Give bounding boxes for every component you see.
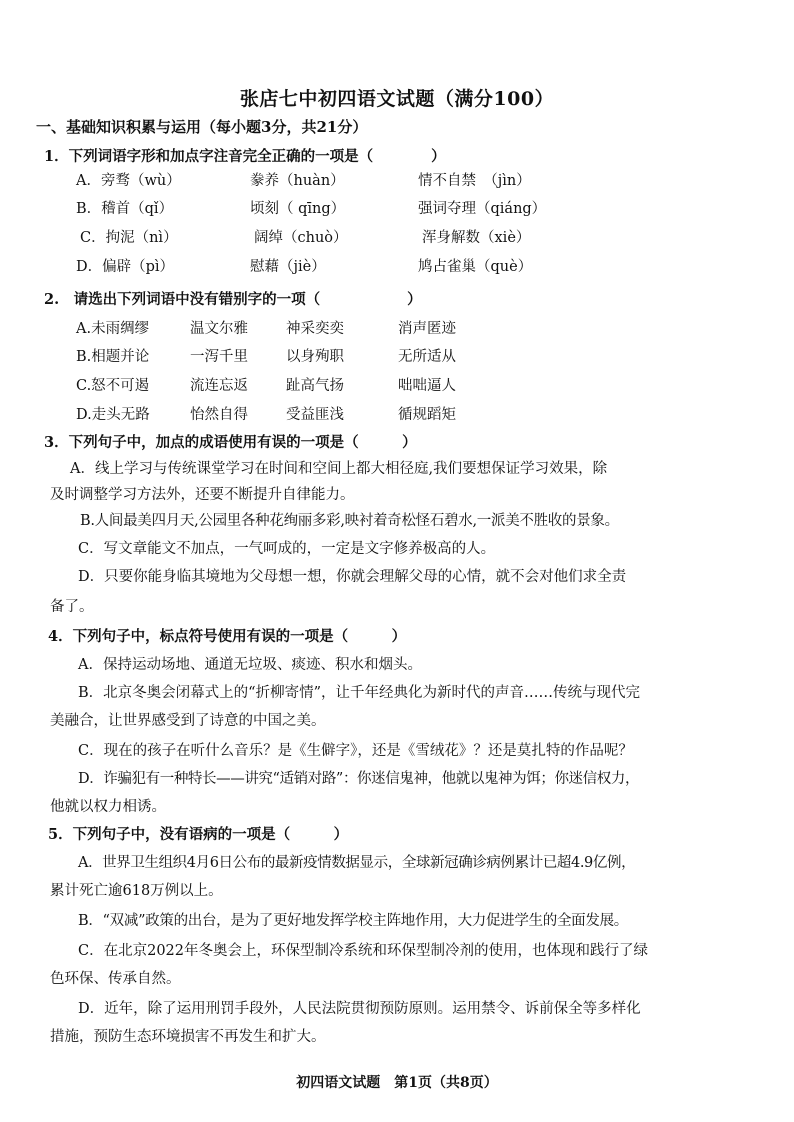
q1-option-a-3: 情不自禁 （jìn） (418, 173, 531, 189)
q1-option-a-1: A．旁骛（wù） (76, 173, 181, 189)
q2-option-a-1: A.未雨绸缪 (76, 321, 150, 337)
q1-option-d-1: D．偏辟（pì） (76, 259, 175, 275)
q2-option-d-4: 循规蹈矩 (398, 407, 456, 423)
q4-option-d-line2: 他就以权力相诱。 (50, 799, 166, 815)
q2-option-c-1: C.怒不可遏 (76, 378, 150, 394)
q2-option-c-3: 趾高气扬 (286, 378, 344, 394)
q2-option-d-2: 怡然自得 (190, 407, 248, 423)
q2-option-d-3: 受益匪浅 (286, 407, 344, 423)
q5-option-c-line1: C．在北京2022年冬奥会上，环保型制冷系统和环保型制冷剂的使用，也体现和践行了绿 (78, 943, 648, 959)
q4-option-d-line1: D．诈骗犯有一种特长——讲究“适销对路”：你迷信鬼神，他就以鬼神为饵；你迷信权力， (78, 771, 640, 787)
q2-option-b-1: B.相题并论 (76, 349, 150, 365)
q2-option-b-4: 无所适从 (398, 349, 456, 365)
q2-option-b-2: 一泻千里 (190, 349, 248, 365)
page-footer: 初四语文试题 第1页（共8页） (296, 1075, 498, 1091)
q4-option-b-line2: 美融合，让世界感受到了诗意的中国之美。 (50, 713, 326, 729)
q3-option-a-line2: 及时调整学习方法外，还要不断提升自律能力。 (50, 487, 355, 503)
q2-option-b-3: 以身殉职 (286, 349, 344, 365)
q5-option-b: B．“双减”政策的出台，是为了更好地发挥学校主阵地作用，大力促进学生的全面发展。 (78, 913, 628, 929)
q4-option-b-line1: B．北京冬奥会闭幕式上的“折柳寄情”，让千年经典化为新时代的声音……传统与现代完 (78, 685, 640, 701)
q3-option-c: C．写文章能文不加点，一气呵成的，一定是文字修养极高的人。 (78, 541, 496, 557)
q5-option-c-line2: 色环保、传承自然。 (50, 971, 181, 987)
q1-option-c-3: 浑身解数（xiè） (422, 230, 531, 246)
q1-option-d-3: 鸠占雀巢（què） (418, 259, 533, 275)
q4-option-a: A．保持运动场地、通道无垃圾、痰迹、积水和烟头。 (78, 657, 422, 673)
q5-option-a-line1: A．世界卫生组织4月6日公布的最新疫情数据显示，全球新冠确诊病例累计已超4.9亿例， (78, 855, 636, 871)
q5-option-d-line1: D．近年，除了运用刑罚手段外，人民法院贯彻预防原则。运用禁令、诉前保全等多样化 (78, 1001, 641, 1017)
q3-option-a-line1: A．线上学习与传统课堂学习在时间和空间上都大相径庭,我们要想保证学习效果，除 (70, 461, 608, 477)
q1-option-b-3: 强词夺理（qiáng） (418, 201, 547, 217)
q1-option-b-1: B．稽首（qǐ） (76, 201, 174, 217)
q2-option-a-2: 温文尔雅 (190, 321, 248, 337)
q2-option-a-4: 消声匿迹 (398, 321, 456, 337)
question-4-stem: 4．下列句子中，标点符号使用有误的一项是（ ） (48, 628, 407, 645)
question-5-stem: 5．下列句子中，没有语病的一项是（ ） (48, 826, 349, 843)
q3-option-d-line2: 备了。 (50, 599, 94, 615)
q3-option-b: B.人间最美四月天,公园里各种花绚丽多彩,映衬着奇松怪石碧水,一派美不胜收的景象。 (80, 513, 619, 529)
question-1-stem: 1．下列词语字形和加点字注音完全正确的一项是（ ） (44, 148, 446, 165)
q3-option-d-line1: D．只要你能身临其境地为父母想一想，你就会理解父母的心情，就不会对他们求全责 (78, 569, 627, 585)
question-3-stem: 3．下列句子中，加点的成语使用有误的一项是（ ） (44, 434, 417, 451)
q2-option-c-2: 流连忘返 (190, 378, 248, 394)
section-heading: 一、基础知识积累与运用（每小题3分，共21分） (36, 118, 368, 136)
question-2-stem: 2. 请选出下列词语中没有错别字的一项（ ） (44, 291, 422, 308)
q1-option-b-2: 顷刻（ qīng） (250, 201, 346, 217)
q1-option-c-2: 阔绰（chuò） (254, 230, 348, 246)
q5-option-d-line2: 措施，预防生态环境损害不再发生和扩大。 (50, 1029, 326, 1045)
q1-option-a-2: 豢养（huàn） (250, 173, 345, 189)
page-title: 张店七中初四语文试题（满分100） (239, 88, 555, 110)
q5-option-a-line2: 累计死亡逾618万例以上。 (50, 883, 223, 899)
q1-option-c-1: C．拘泥（nì） (80, 230, 178, 246)
q4-option-c: C．现在的孩子在听什么音乐？是《生僻字》，还是《雪绒花》？还是莫扎特的作品呢？ (78, 743, 633, 759)
q2-option-a-3: 神采奕奕 (286, 321, 344, 337)
q1-option-d-2: 慰藉（jiè） (250, 259, 326, 275)
q2-option-d-1: D.走头无路 (76, 407, 150, 423)
q2-option-c-4: 咄咄逼人 (398, 378, 456, 394)
